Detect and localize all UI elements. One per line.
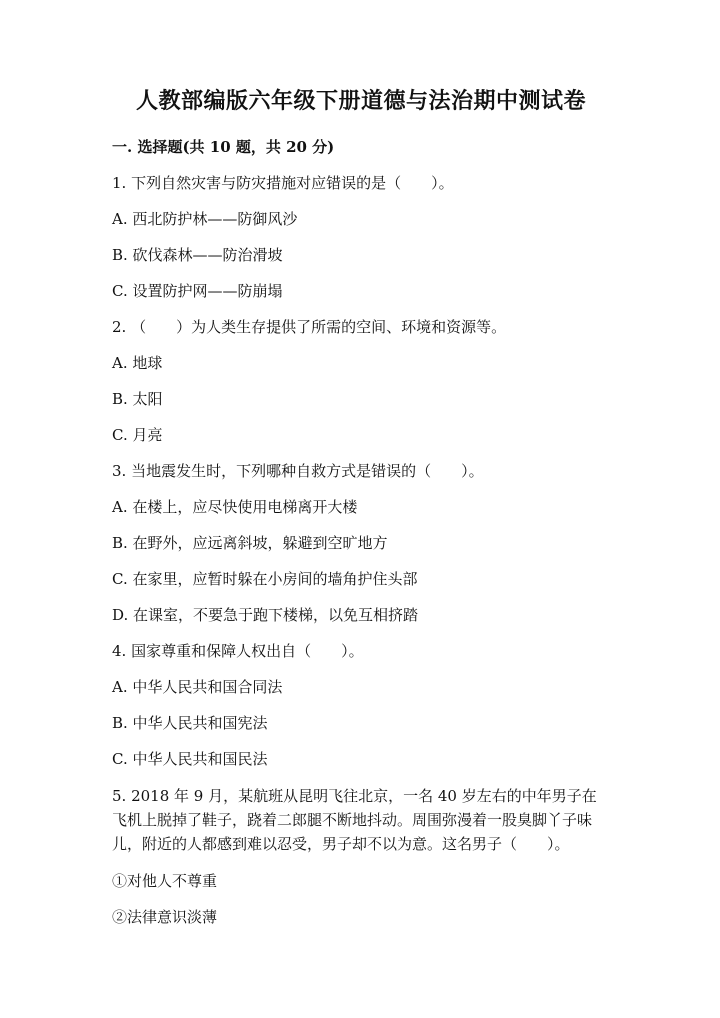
option-b: B. 在野外，应远离斜坡，躲避到空旷地方 bbox=[112, 534, 388, 552]
option-a: A. 中华人民共和国合同法 bbox=[112, 678, 283, 696]
page-title: 人教部编版六年级下册道德与法治期中测试卷 bbox=[135, 88, 586, 114]
question-stem: 5. 2018 年 9 月，某航班从昆明飞往北京，一名 40 岁左右的中年男子在飞机上脱掉了鞋子，跷着二郎腿不断地抖动。周围弥漫着一股臭脚丫子味儿，附近的人都感到难以忍受，男子却不以为意。这名男子（ ）。 bbox=[112, 787, 597, 853]
option-c: C. 月亮 bbox=[112, 426, 163, 444]
option-b: B. 砍伐森林——防治滑坡 bbox=[112, 246, 283, 264]
question-stem: 3. 当地震发生时，下列哪种自救方式是错误的（ ）。 bbox=[112, 462, 484, 480]
option-c: C. 中华人民共和国民法 bbox=[112, 750, 268, 768]
option-b: B. 太阳 bbox=[112, 390, 163, 408]
option-a: A. 西北防护林——防御风沙 bbox=[112, 210, 298, 228]
question-3 bbox=[112, 460, 610, 626]
statement-2: ②法律意识淡薄 bbox=[112, 908, 218, 926]
option-c: C. 在家里，应暂时躲在小房间的墙角护住头部 bbox=[112, 570, 418, 588]
question-stem: 2. （ ）为人类生存提供了所需的空间、环境和资源等。 bbox=[112, 318, 507, 336]
question-stem: 4. 国家尊重和保障人权出自（ ）。 bbox=[112, 642, 364, 660]
option-a: A. 地球 bbox=[112, 354, 163, 372]
question-2 bbox=[112, 316, 610, 446]
option-c: C. 设置防护网——防崩塌 bbox=[112, 282, 283, 300]
question-stem: 1. 下列自然灾害与防灾措施对应错误的是（ ）。 bbox=[112, 174, 454, 192]
question-4 bbox=[112, 640, 610, 770]
statement-1: ①对他人不尊重 bbox=[112, 872, 218, 890]
option-a: A. 在楼上，应尽快使用电梯离开大楼 bbox=[112, 498, 358, 516]
option-d: D. 在课室，不要急于跑下楼梯，以免互相挤踏 bbox=[112, 606, 419, 624]
section-heading: 一. 选择题(共 10 题，共 20 分) bbox=[112, 138, 335, 156]
question-5 bbox=[112, 784, 610, 928]
question-1 bbox=[112, 172, 610, 302]
option-b: B. 中华人民共和国宪法 bbox=[112, 714, 268, 732]
